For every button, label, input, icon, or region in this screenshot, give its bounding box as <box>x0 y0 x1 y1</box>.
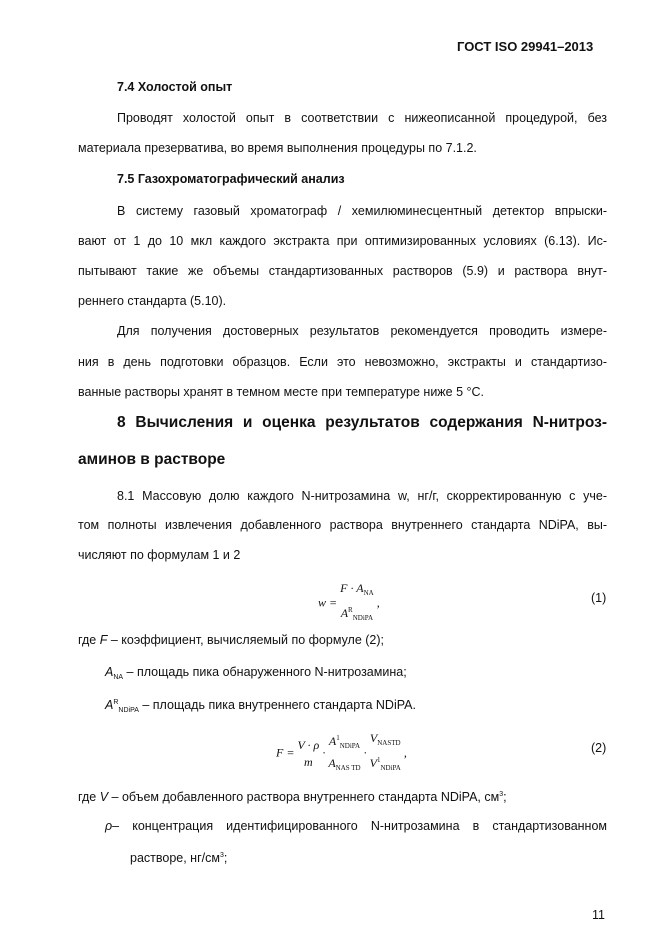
text-line: числяют по формулам 1 и 2 <box>78 548 241 562</box>
definition-text: – коэффициент, вычисляемый по формуле (2); <box>107 633 385 647</box>
comma: , <box>376 595 380 610</box>
definition-v <box>78 787 507 805</box>
section-8-heading: 8 Вычисления и оценка результатов содержания N-нитроз- <box>117 414 607 431</box>
formula-2: F = V · ρ m · $A^1_{NDiPA}$ $A_{NAS TD}$ · $V_{NASTD}$ $V^1_{NDiPA}$ , <box>276 730 407 777</box>
denominator: V <box>369 756 377 770</box>
definition-a-ndipa <box>105 695 416 719</box>
superscript: 1 <box>336 734 340 742</box>
text-line: В систему газовый хроматограф / хемилюминесцентный детектор впрыски- <box>117 204 607 218</box>
section-7-4-heading: 7.4 Холостой опыт <box>117 80 233 94</box>
text-line: Проводят холостой опыт в соответствии с нижеописанной процедурой, без <box>117 111 607 125</box>
formula-lhs: F = <box>276 745 295 760</box>
section-8-heading-cont: аминов в растворе <box>78 451 226 468</box>
text-line: 8.1 Массовую долю каждого N-нитрозамина w, нг/г, скорректированную с уче- <box>117 489 607 503</box>
text-line: ванные растворы хранят в темном месте при температуре ниже 5 °С. <box>78 385 485 399</box>
lead: где <box>78 790 100 804</box>
definition-rho <box>105 818 607 834</box>
definition-a-na <box>105 664 407 686</box>
variable: ρ <box>105 819 113 833</box>
variable: V <box>99 790 109 804</box>
text-line: ния в день подготовки образцов. Если это невозможно, экстракты и стандартизо- <box>78 355 607 369</box>
fraction-3 <box>370 730 401 777</box>
definition-f <box>78 632 384 648</box>
lead: где <box>78 633 100 647</box>
text-line: реннего стандарта (5.10). <box>78 294 227 308</box>
text-line: Для получения достоверных результатов рекомендуется проводить измере- <box>117 324 607 338</box>
fraction-2 <box>328 730 360 777</box>
text-line: вают от 1 до 10 мкл каждого экстракта при оптимизированных условиях (6.13). Ис- <box>78 234 607 248</box>
document-header: ГОСТ ISO 29941–2013 <box>457 39 594 54</box>
subscript: NA <box>363 589 374 597</box>
superscript: 1 <box>376 756 381 764</box>
definition-rho-cont <box>130 848 227 866</box>
formula-1 <box>318 580 380 627</box>
definition-text: – объем добавленного раствора внутреннего стандарта NDiPA, см <box>108 790 500 804</box>
superscript: R <box>113 699 119 706</box>
formula-2-number: (2) <box>591 741 607 755</box>
text-line: том полноты извлечения добавленного раствора внутреннего стандарта NDiPA, вы- <box>78 518 607 532</box>
subscript: NDiPA <box>118 707 139 714</box>
punctuation: ; <box>223 851 228 865</box>
subscript: NDiPA <box>380 764 401 772</box>
punctuation: ; <box>503 790 507 804</box>
numerator: V · ρ <box>297 737 320 752</box>
text-line: пытывают такие же объемы стандартизованных растворов (5.9) и раствора внут- <box>78 264 607 278</box>
definition-text: – площадь пика внутреннего стандарта NDiPA. <box>138 698 416 712</box>
denominator: A <box>340 606 349 620</box>
definition-text: – площадь пика обнаруженного N-нитрозамина; <box>123 665 407 679</box>
section-7-5-heading: 7.5 Газохроматографический анализ <box>117 172 345 186</box>
comma: , <box>403 745 407 760</box>
subscript: NAS TD <box>335 764 361 772</box>
denominator: A <box>328 756 336 770</box>
numerator: F · A <box>340 581 364 595</box>
subscript: NDiPA <box>339 742 361 750</box>
variable: F <box>99 633 108 647</box>
superscript: 3 <box>219 852 224 859</box>
text-line: материала презерватива, во время выполнения процедуры по 7.1.2. <box>78 141 477 155</box>
definition-text: растворе, нг/см <box>130 851 220 865</box>
fraction-1 <box>297 737 319 771</box>
subscript: NA <box>113 674 124 681</box>
variable: A <box>105 698 114 712</box>
superscript: R <box>348 606 353 614</box>
formula-1-number: (1) <box>591 591 607 605</box>
superscript: 3 <box>499 791 504 798</box>
formula-lhs: w = <box>318 595 338 610</box>
subscript: NDiPA <box>352 614 374 622</box>
numerator: A <box>328 734 337 748</box>
page-number: 11 <box>592 908 605 922</box>
variable: A <box>105 665 114 679</box>
subscript: NASTD <box>377 739 401 747</box>
numerator: V <box>369 731 378 745</box>
fraction <box>340 580 374 627</box>
definition-text: – концентрация идентифицированного N-нитрозамина в стандартизованном <box>112 819 607 833</box>
denominator: m <box>304 754 313 769</box>
